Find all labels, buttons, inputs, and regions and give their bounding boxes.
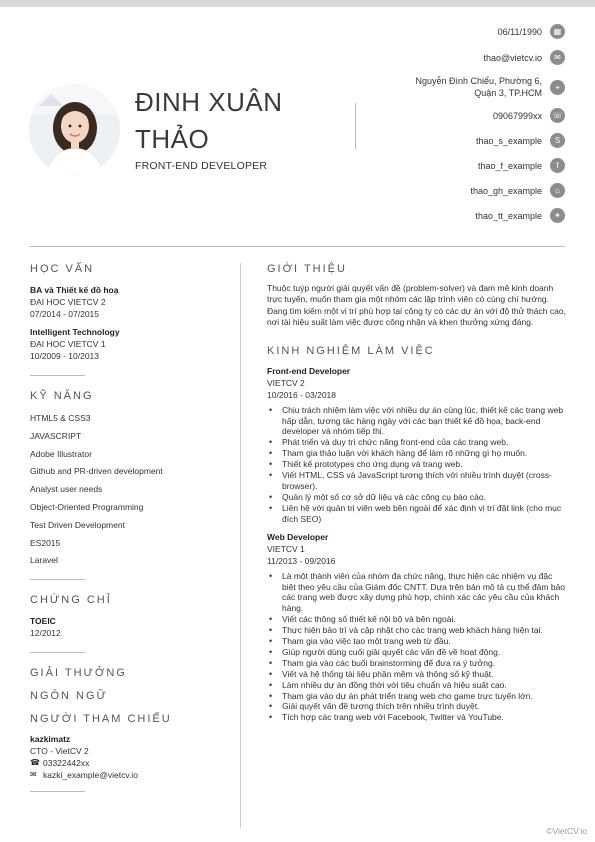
contact-phone-text: 09067999xx (492, 110, 542, 121)
experience-title: KINH NGHIỆM LÀM VIỆC (267, 344, 435, 357)
education-period: 10/2009 - 10/2013 (30, 351, 100, 361)
top-bar (0, 0, 595, 7)
reference-email-text[interactable]: kazki_example@vietcv.io (43, 770, 138, 781)
job-duty-item: • Làm nhiều dự án đồng thời với tiêu chuẩn và hiệu suất cao. (267, 680, 567, 691)
job-company: VIETCV 1 (267, 543, 305, 554)
job-duty-item: • Tham gia vào dự án phát triển trang web cho game trực tuyến lớn. (267, 691, 567, 702)
contact-address (325, 75, 565, 99)
intro-text: Thuộc tuýp người giải quyết vấn đề (problem-solver) và đam mê kinh doanh trực tuyến, muốn tham gia một nhóm các lập trình viên có cùng chí hướng. Đang tìm kiếm một vị trí phù hợp tại công ty có các dự án với độ thử thách cao, nơi tài hiệu suất làm việc được công nhận và khen thưởng xứng đáng. (267, 283, 566, 328)
skill-item: Laravel (30, 555, 58, 566)
reference-phone (30, 757, 230, 769)
candidate-name (135, 84, 283, 158)
education-degree: Intelligent Technology (30, 327, 120, 337)
skills-list (30, 412, 230, 566)
phone-icon: ☏ (550, 108, 565, 123)
job-duty-item: • Phát triển và duy trì chức năng front-end của các trang web. (267, 437, 567, 448)
location-icon: ⌖ (550, 80, 565, 95)
skill-item: Adobe Illustrator (30, 448, 92, 459)
section-divider (30, 579, 85, 580)
avatar-photo-illustration (29, 84, 120, 175)
section-divider (30, 652, 85, 653)
candidate-name-line1: ĐINH XUÂN (135, 87, 283, 117)
job-duties (267, 405, 567, 525)
avatar (29, 84, 120, 175)
education-period: 07/2014 - 07/2015 (30, 309, 100, 319)
job-duty-item: • Thiết kế prototypes cho ứng dụng và trang web. (267, 459, 567, 470)
left-column (30, 263, 230, 806)
email-icon: ✉ (550, 50, 565, 65)
right-column (267, 263, 567, 729)
languages-title: NGÔN NGỮ (30, 690, 108, 703)
job-company: VIETCV 2 (267, 377, 305, 388)
certificate-name: TOEIC (30, 616, 56, 627)
column-divider (240, 263, 241, 828)
skills-title: KỸ NĂNG (30, 390, 94, 402)
education-item (30, 326, 230, 362)
job-entry (267, 531, 567, 724)
contact-skype-text: thao_s_example (475, 135, 542, 146)
reference-name: kazkimatz (30, 734, 71, 745)
education-title: HỌC VẤN (30, 263, 95, 275)
contact-email (325, 50, 565, 65)
job-duty-item: • Giúp người dùng cuối giải quyết các vấn đề về hoạt động. (267, 647, 567, 658)
skill-item: Object-Oriented Programming (30, 501, 144, 512)
contact-email-text[interactable]: thao@vietcv.io (483, 52, 542, 63)
job-duty-item: • Giải quyết vấn đề tương thích trên nhiều trình duyệt. (267, 701, 567, 712)
skill-item: Analyst user needs (30, 484, 103, 495)
awards-title: GIẢI THƯỞNG (30, 667, 127, 680)
education-school: ĐẠI HỌC VIETCV 1 (30, 339, 106, 349)
contact-twitter-text: thao_tt_example (475, 210, 542, 221)
section-divider (30, 375, 85, 376)
contact-skype (325, 133, 565, 148)
calendar-icon: ▦ (550, 24, 565, 39)
contact-birthday-text: 06/11/1990 (497, 26, 542, 37)
contact-address-text: Nguyễn Đình Chiểu, Phường 6, Quận 3, TP.HCM (415, 76, 542, 98)
education-school: ĐẠI HỌC VIETCV 2 (30, 297, 106, 307)
section-divider (30, 791, 85, 792)
job-period: 10/2016 - 03/2018 (267, 389, 337, 400)
job-duty-item: • Viết HTML, CSS và JavaScript tương thích với nhiều trình duyệt (cross-browser). (267, 470, 567, 492)
job-entry (267, 365, 567, 525)
certificate-date: 12/2012 (30, 628, 61, 639)
contact-github (325, 183, 565, 198)
job-duty-item: • Viết các thông số thiết kế nội bộ và bên ngoài. (267, 614, 567, 625)
skype-icon: S (550, 133, 565, 148)
candidate-role: FRONT-END DEVELOPER (135, 160, 268, 172)
job-duty-item: • Quản lý một số cơ sở dữ liệu và các công cụ báo cáo. (267, 492, 567, 503)
contact-birthday (325, 24, 565, 39)
job-period: 11/2013 - 09/2016 (267, 555, 336, 566)
watermark: ©VietCV.io (546, 826, 587, 836)
skill-item: ES2015 (30, 537, 61, 548)
skill-item: Test Driven Development (30, 519, 125, 530)
job-duty-item: • Tham gia vào việc tạo một trang web từ đầu. (267, 636, 567, 647)
contact-twitter (325, 208, 565, 223)
candidate-name-line2: THẢO (135, 124, 210, 154)
job-position: Web Developer (267, 531, 329, 542)
job-duty-item: • Tham gia vào các buổi brainstorming để đưa ra ý tưởng. (267, 658, 567, 669)
contact-github-text: thao_gh_example (470, 185, 542, 196)
job-duty-item: • Thực hiện bảo trì và cập nhật cho các trang web khách hàng hiện tại. (267, 625, 567, 636)
reference-phone-text: 03322442xx (43, 758, 90, 769)
intro-title: GIỚI THIỆU (267, 263, 347, 275)
job-duty-item: • Tích hợp các trang web với Facebook, Twitter và YouTube. (267, 712, 567, 723)
contact-facebook-text: thao_f_example (477, 160, 542, 171)
twitter-icon: ✦ (550, 208, 565, 223)
contact-phone (325, 108, 565, 123)
job-duty-item: • Liên hệ với quản trị viên web bên ngoài để xác định vị trí đặt link (cho mục đích SEO) (267, 503, 567, 525)
skill-item: Github and PR-driven development (30, 466, 163, 477)
job-position: Front-end Developer (267, 365, 351, 376)
reference-email (30, 769, 230, 781)
github-icon: ⌂ (550, 183, 565, 198)
contact-facebook (325, 158, 565, 173)
contact-list (325, 24, 565, 223)
email-icon: ✉ (30, 770, 37, 780)
education-degree: BA và Thiết kế đồ hoạ (30, 285, 119, 295)
job-duties (267, 571, 567, 724)
certificates-title: CHỨNG CHỈ (30, 594, 112, 607)
skill-item: JAVASCRIPT (30, 430, 82, 441)
reference-position: CTO - VietCV 2 (30, 746, 89, 757)
header-separator (29, 246, 565, 247)
facebook-icon: f (550, 158, 565, 173)
references-title: NGƯỜI THAM CHIẾU (30, 713, 172, 726)
job-duty-item: • Tham gia thảo luận với khách hàng để làm rõ những gì họ muốn. (267, 448, 567, 459)
job-duty-item: • Viết và hệ thống tài liệu phần mềm và thông số kỹ thuật. (267, 669, 567, 680)
job-duty-item: • Là một thành viên của nhóm đa chức năng, thực hiện các nhiệm vụ đặc biệt theo yêu cầu của Giám đốc CNTT. Dựa trên bản mô tả cụ thể đảm bảo các trang web được xây dựng phù hợp, chính xác các yêu cầu của khách hàng. (267, 571, 567, 615)
skill-item: HTML5 & CSS3 (30, 413, 91, 423)
job-duty-item: • Chịu trách nhiệm làm việc với nhiều dự án cùng lúc, thiết kế các trang web hấp dẫn, tương tác hàng ngày với các bạn thiết kế đồ họa, back-end developer và nhóm tiếp thị. (267, 405, 567, 438)
education-item (30, 284, 230, 320)
phone-icon: ☎ (30, 758, 40, 768)
